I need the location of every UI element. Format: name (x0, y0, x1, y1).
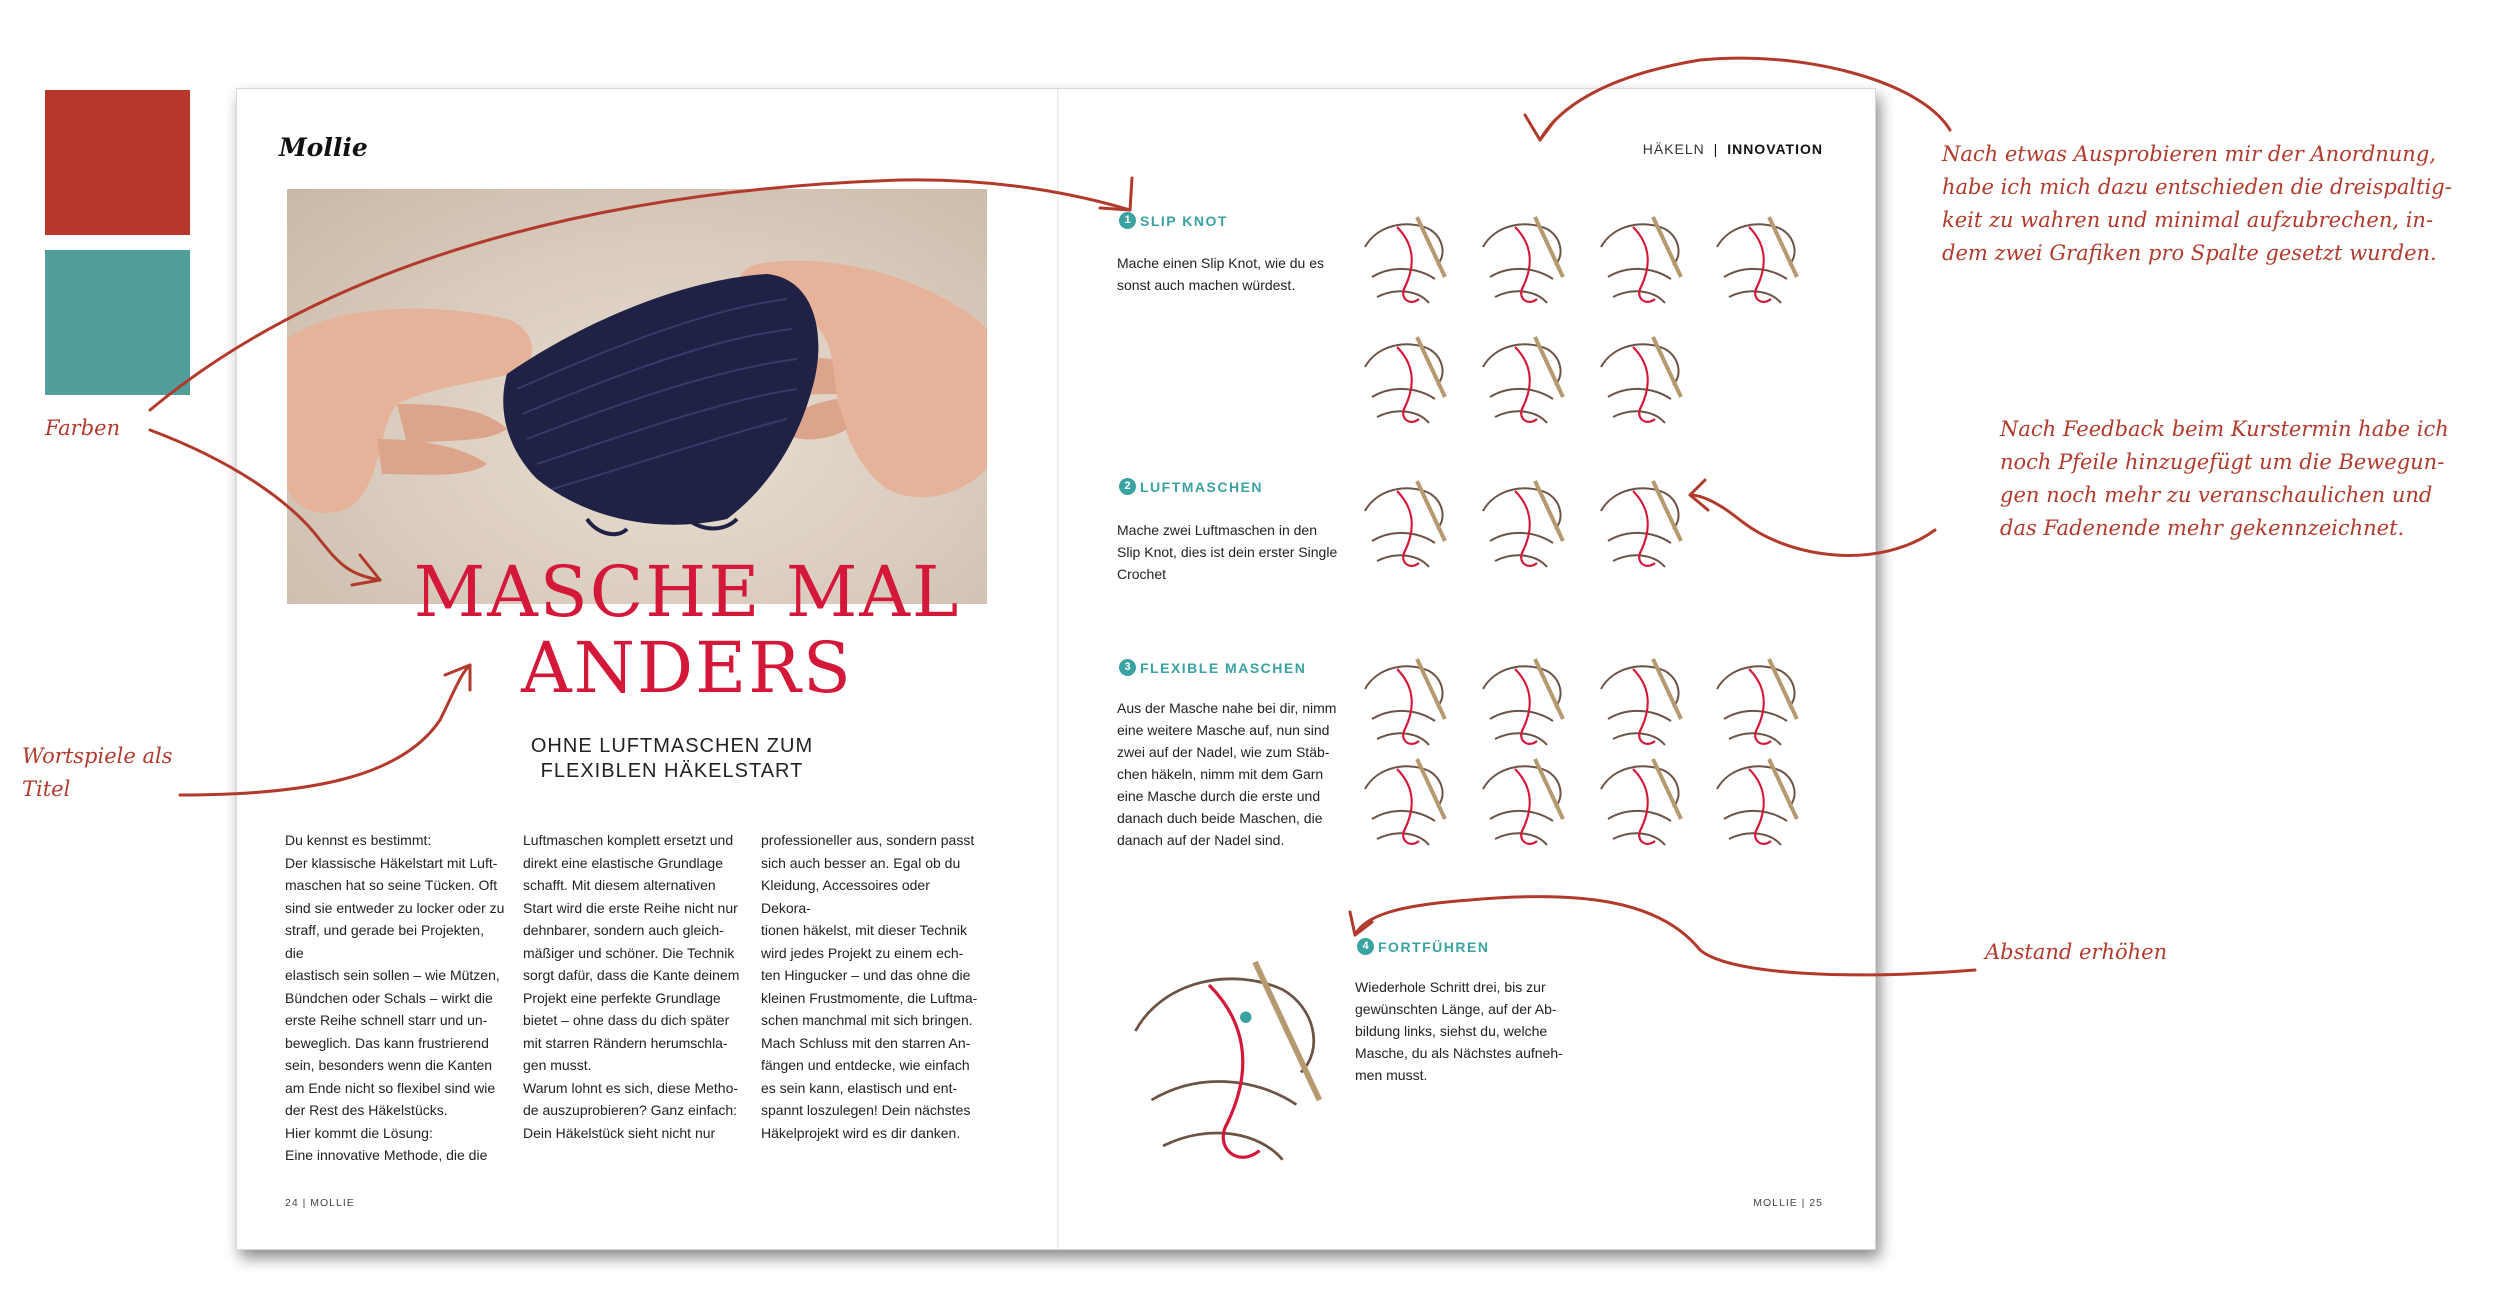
body-column-1: Du kennst es bestimmt: Der klassische Häkelstart mit Luft- maschen hat so seine Tücken. Oft sind sie entweder zu locker oder zu straff, und gerade bei Projekten, die elastisch sein sollen – wie Mützen, Bündchen oder Schals – wirkt die erste Reihe schnell starr und un- beweglich. Das kann frustrierend sein, besonders wenn die Kanten am Ende nicht so flexibel sind wie der Rest des Häkelstücks. Hier kommt die Lösung: Eine innovative Methode, die die (285, 832, 505, 1163)
section-divider: | (1713, 141, 1719, 157)
body-column-2: Luftmaschen komplett ersetzt und direkt eine elastische Grundlage schafft. Mit diesem alternativen Start wird die erste Reihe nicht nur dehnbarer, sondern auch gleich- mäßiger und schöner. Die Technik sorgt dafür, dass die Kante deinem Projekt eine perfekte Grundlage bietet – ohne dass du dich später mit starren Rändern herumschla- gen musst. Warum lohnt es sich, diese Metho- de auszuprobieren? Ganz einfach: Dein Häkelstück sieht nicht nur (523, 832, 740, 1141)
color-swatch-teal (45, 250, 190, 395)
title-line-1: MASCHE MAL (413, 551, 961, 633)
body-column-3: professioneller aus, sondern passt sich auch besser an. Egal ob du Kleidung, Accessoires oder Dekora- tionen häkelst, mit dieser Technik wird jedes Projekt zu einem ech- ten Hingucker – und das ohne die kleinen Frustmomente, die Luftma- schen manchmal mit sich bringen. Mach Schluss mit den starren An- fängen und entdecke, wie einfach es sein kann, elastisch und ent- spannt loszulegen! Dein nächstes Häkelprojekt wird es dir danken. (761, 832, 978, 1141)
magazine-spread (236, 88, 1876, 1250)
annotation-layout: Nach etwas Ausprobieren mir der Anordnung, habe ich mich dazu entschieden die dreispaltig- keit zu wahren und minimal aufzubrechen, in- dem zwei Grafiken pro Spalte gesetzt wurden. (1942, 142, 2452, 265)
step-4-text: Wiederhole Schritt drei, bis zur gewünschten Länge, auf der Ab- bildung links, siehst du, welche Masche, du als Nächstes aufneh- men musst. (1355, 979, 1563, 1083)
section-sub: INNOVATION (1727, 141, 1823, 157)
hand-illustrations (237, 89, 1877, 1251)
step-4-title: FORTFÜHREN (1378, 938, 1490, 955)
subtitle-line-2: FLEXIBLEN HÄKELSTART (540, 760, 804, 782)
annotation-farben: Farben (45, 416, 121, 440)
step-illustrations (237, 89, 1877, 1251)
annotation-wortspiele: Wortspiele als Titel (22, 744, 173, 801)
subtitle-line-1: OHNE LUFTMASCHEN ZUM (530, 735, 814, 757)
step-2-text: Mache zwei Luftmaschen in den Slip Knot, dies ist dein erster Single Crochet (1117, 522, 1338, 582)
step-3-number: 3 (1119, 659, 1136, 676)
step-3-title: FLEXIBLE MASCHEN (1140, 659, 1307, 676)
color-swatch-red (45, 90, 190, 235)
magazine-logo: Mollie (279, 133, 368, 162)
annotation-feedback: Nach Feedback beim Kurstermin habe ich noch Pfeile hinzugefügt um die Bewegun- gen noch mehr zu veranschaulichen und das Fadenende mehr gekennzeichnet. (2000, 417, 2449, 540)
step-1-text: Mache einen Slip Knot, wie du es sonst auch machen würdest. (1117, 255, 1325, 293)
step-1-number: 1 (1119, 212, 1136, 229)
step-3-text: Aus der Masche nahe bei dir, nimm eine weitere Masche auf, nun sind zwei auf der Nadel, wie zum Stäb- chen häkeln, nimm mit dem Garn eine Masche durch die erste und danach duch beide Maschen, die danach auf der Nadel sind. (1117, 700, 1337, 848)
step-2-title: LUFTMASCHEN (1140, 478, 1264, 495)
section-label: HÄKELN (1642, 141, 1705, 157)
title-line-2: ANDERS (521, 627, 853, 709)
step-2-number: 2 (1119, 478, 1136, 495)
step-1-title: SLIP KNOT (1140, 212, 1228, 229)
annotation-abstand: Abstand erhöhen (1985, 940, 2168, 964)
folio-right: MOLLIE | 25 (1753, 1197, 1823, 1209)
step-4-number: 4 (1357, 938, 1374, 955)
folio-left: 24 | MOLLIE (285, 1197, 355, 1209)
